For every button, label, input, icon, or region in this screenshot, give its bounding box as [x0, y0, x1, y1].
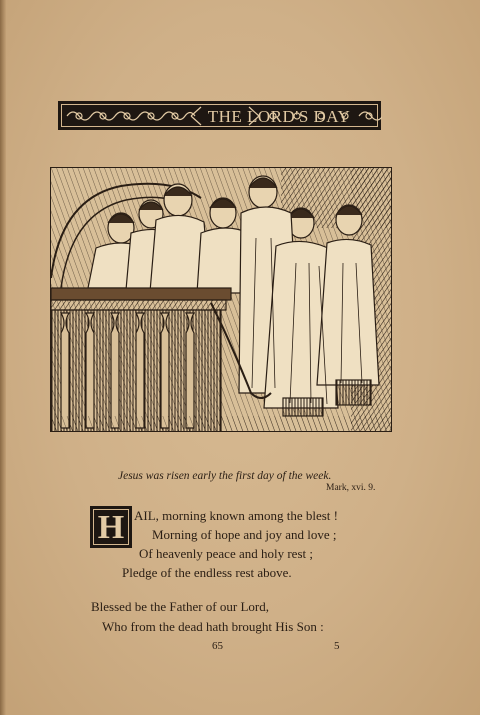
page-gutter [0, 0, 6, 715]
poem-line: Blessed be the Father of our Lord, [91, 599, 269, 614]
chapter-title: THE LORD'S DAY [207, 107, 351, 126]
poem-line: Of heavenly peace and holy rest ; [139, 546, 313, 561]
signature-mark: 5 [334, 640, 340, 652]
scripture-caption: Jesus was risen early the first day of the week. [118, 470, 332, 482]
scripture-reference: Mark, xvi. 9. [326, 483, 376, 493]
dropcap-letter: H [97, 509, 125, 546]
choir-boys-icon [51, 168, 392, 432]
page-number: 65 [212, 640, 223, 652]
chapter-header-banner [58, 101, 381, 130]
choir-engraving-illustration [50, 167, 392, 432]
poem-line: Morning of hope and joy and love ; [152, 527, 337, 542]
poem-line: Who from the dead hath brought His Son : [102, 619, 324, 634]
poem-line: Pledge of the endless rest above. [122, 565, 292, 580]
poem-line: AIL, morning known among the blest ! [134, 508, 338, 523]
ornamental-dropcap [90, 506, 132, 548]
